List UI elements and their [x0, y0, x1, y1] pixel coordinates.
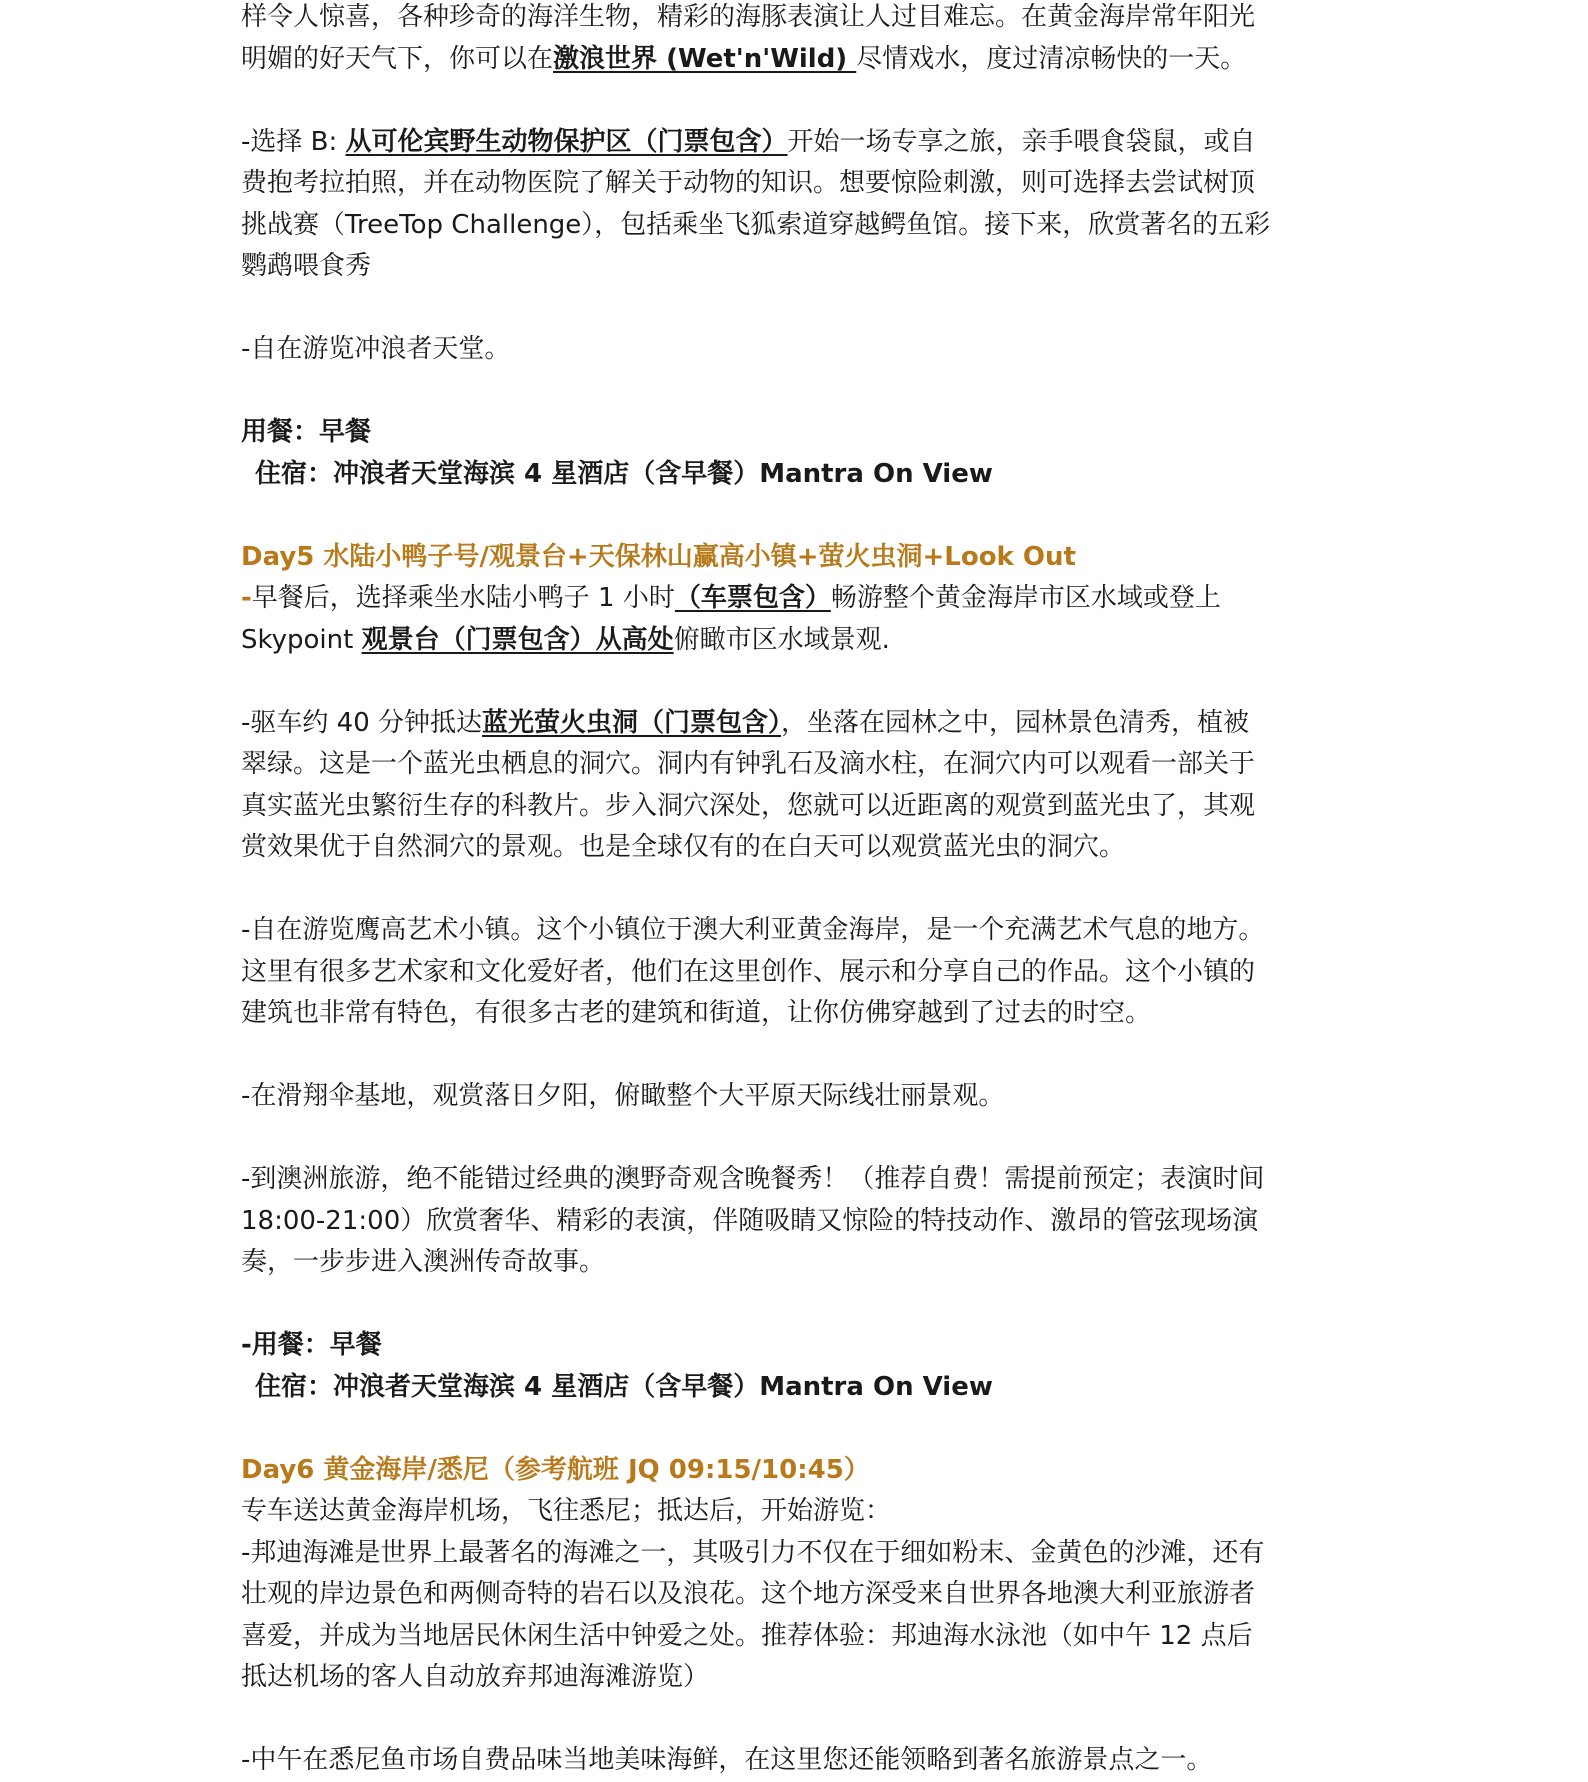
day5-p5-line-2: 18:00-21:00）欣赏奢华、精彩的表演，伴随吸睛又惊险的特技动作、激昂的管弦现场演: [241, 1205, 1259, 1236]
day5-title: Day5 水陆小鸭子号/观景台+天保林山赢高小镇+萤火虫洞+Look Out: [241, 541, 1076, 572]
day5-p1-text-a: 早餐后，选择乘坐水陆小鸭子 1 小时: [251, 583, 675, 613]
day5-p1-line-1: [241, 578, 1351, 620]
day5-p1-text-c: Skypoint: [241, 624, 362, 655]
option-b-line-2: 费抱考拉拍照，并在动物医院了解关于动物的知识。想要惊险刺激，则可选择去尝试树顶: [241, 168, 1256, 198]
option-b-prefix: -选择 B:: [241, 126, 346, 157]
wet-n-wild-link: 激浪世界 (Wet'n'Wild): [553, 43, 857, 74]
day5-p2-text-b: ，坐落在园林之中，园林景色清秀，植被: [781, 707, 1250, 738]
day5-hotel: 住宿：冲浪者天堂海滨 4 星酒店（含早餐）Mantra On View: [255, 1371, 993, 1402]
spacer: [241, 495, 1351, 537]
day5-p2-line-1: [241, 703, 1351, 745]
free-tour-line: -自在游览冲浪者天堂。: [241, 334, 511, 364]
day5-p1-line-2: [241, 620, 1351, 662]
day5-p5-line-1: -到澳洲旅游，绝不能错过经典的澳野奇观含晚餐秀！（推荐自费！需提前预定；表演时间: [241, 1164, 1265, 1194]
spacer: [241, 869, 1351, 911]
day5-p1-text-b: 畅游整个黄金海岸市区水域或登上: [830, 583, 1221, 613]
option-b-line-3: 挑战赛（TreeTop Challenge），包括乘坐飞狐索道穿越鳄鱼馆。接下来，欣赏著名的五彩: [241, 209, 1271, 240]
spacer: [241, 1408, 1351, 1450]
day5-dash: -: [241, 583, 252, 613]
day6-p1-line-4: 抵达机场的客人自动放弃邦迪海滩游览）: [241, 1662, 710, 1692]
day6-intro: 专车送达黄金海岸机场，飞往悉尼；抵达后，开始游览：: [241, 1496, 892, 1526]
day6-p1-line-3: 喜爱，并成为当地居民休闲生活中钟爱之处。推荐体验：邦迪海水泳池（如中午 12 点后: [241, 1620, 1253, 1651]
day5-meal: -用餐：早餐: [241, 1330, 382, 1360]
spacer: [241, 1699, 1351, 1741]
day4-hotel: 住宿：冲浪者天堂海滨 4 星酒店（含早餐）Mantra On View: [255, 458, 993, 489]
itinerary-document: [241, 0, 1351, 1782]
glowworm-cave-link: 蓝光萤火虫洞（门票包含）: [482, 707, 782, 738]
option-b-line-4: 鹦鹉喂食秀: [241, 251, 372, 281]
currumbin-sanctuary-link: 从可伦宾野生动物保护区（门票包含）: [345, 126, 788, 157]
spacer: [241, 288, 1351, 330]
day5-p2-line-2: 翠绿。这是一个蓝光虫栖息的洞穴。洞内有钟乳石及滴水柱，在洞穴内可以观看一部关于: [241, 749, 1256, 779]
intro-text-a: 明媚的好天气下，你可以在: [241, 43, 554, 74]
spacer: [241, 371, 1351, 413]
day6-p1-line-1: -邦迪海滩是世界上最著名的海滩之一，其吸引力不仅在于细如粉末、金黄色的沙滩，还有: [241, 1537, 1265, 1568]
day4-meal: 用餐：早餐: [241, 417, 372, 447]
spacer: [241, 1284, 1351, 1326]
spacer: [241, 661, 1351, 703]
intro-text-b: 尽情戏水，度过清凉畅快的一天。: [856, 43, 1247, 74]
day5-p3-line-2: 这里有很多艺术家和文化爱好者，他们在这里创作、展示和分享自己的作品。这个小镇的: [241, 956, 1256, 987]
day5-p3-line-1: -自在游览鹰高艺术小镇。这个小镇位于澳大利亚黄金海岸，是一个充满艺术气息的地方。: [241, 915, 1265, 945]
intro-line-1: 样令人惊喜，各种珍奇的海洋生物，精彩的海豚表演让人过目难忘。在黄金海岸常年阳光: [241, 2, 1256, 32]
skypoint-link: 观景台（门票包含）从高处: [361, 624, 674, 655]
spacer: [241, 80, 1351, 122]
day5-p5-line-3: 奏，一步步进入澳洲传奇故事。: [241, 1247, 606, 1277]
day6-p2: -中午在悉尼鱼市场自费品味当地美味海鲜，在这里您还能领略到著名旅游景点之一。: [241, 1745, 1213, 1775]
spacer: [241, 1118, 1351, 1160]
day5-p2-line-3: 真实蓝光虫繁衍生存的科教片。步入洞穴深处，您就可以近距离的观赏到蓝光虫了，其观: [241, 790, 1256, 821]
day5-p2-line-4: 赏效果优于自然洞穴的景观。也是全球仅有的在白天可以观赏蓝光虫的洞穴。: [241, 832, 1126, 862]
day5-p4: -在滑翔伞基地，观赏落日夕阳，俯瞰整个大平原天际线壮丽景观。: [241, 1081, 1005, 1111]
option-b-line-1: [241, 122, 1351, 164]
spacer: [241, 1035, 1351, 1077]
intro-line-2: [241, 39, 1351, 81]
day5-p3-line-3: 建筑也非常有特色，有很多古老的建筑和街道，让你仿佛穿越到了过去的时空。: [241, 998, 1152, 1028]
duck-ticket-link: （车票包含）: [674, 583, 831, 613]
day6-p1-line-2: 壮观的岸边景色和两侧奇特的岩石以及浪花。这个地方深受来自世界各地澳大利亚旅游者: [241, 1579, 1256, 1609]
option-b-rest: 开始一场专享之旅，亲手喂食袋鼠，或自: [787, 126, 1256, 157]
day6-title: Day6 黄金海岸/悉尼（参考航班 JQ 09:15/10:45）: [241, 1454, 870, 1485]
day5-p1-text-d: 俯瞰市区水域景观.: [673, 624, 890, 655]
day5-p2-text-a: -驱车约 40 分钟抵达: [241, 707, 482, 738]
